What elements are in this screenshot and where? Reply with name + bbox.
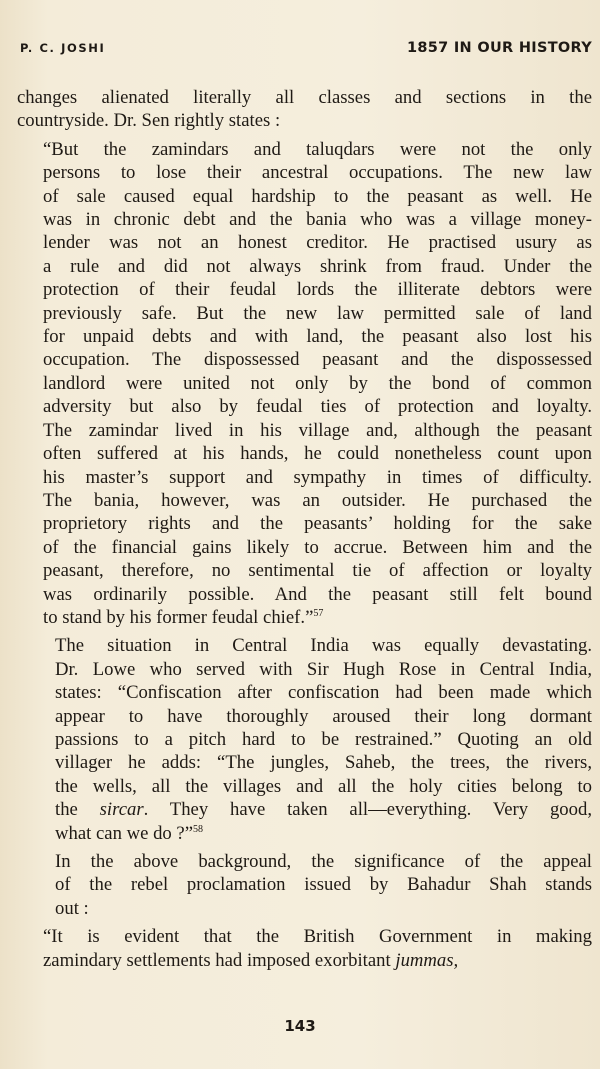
- text-line: often suffered at his hands, he could nonetheless count upon: [43, 443, 592, 465]
- text-line: previously safe. But the new law permitted sale of land: [43, 302, 592, 324]
- text-line: the sircar. They have taken all—everything. Very good,: [55, 799, 592, 821]
- text-line: of the financial gains likely to accrue. Between him and the: [43, 536, 592, 558]
- running-header: [20, 40, 592, 56]
- text-line: his master’s support and sympathy in times of difficulty.: [43, 466, 592, 488]
- text-line: was ordinarily possible. And the peasant still felt bound: [43, 583, 592, 605]
- text-line: protection of their feudal lords the illiterate debtors were: [43, 279, 592, 301]
- paragraph: [17, 634, 592, 845]
- italic-term: sircar: [99, 799, 144, 821]
- running-header-author: P. C. JOSHI: [20, 41, 106, 55]
- running-header-title: 1857 IN OUR HISTORY: [406, 40, 592, 56]
- text-line: the wells, all the villages and all the holy cities belong to: [55, 775, 592, 797]
- paragraph: [17, 925, 592, 972]
- paragraph: [17, 86, 592, 133]
- footnote-marker: 57: [313, 607, 324, 619]
- text-line: changes alienated literally all classes and sections in the: [17, 87, 592, 108]
- text-line: The bania, however, was an outsider. He purchased the: [43, 489, 592, 511]
- text-line: In the above background, the significance of the appeal: [55, 851, 592, 872]
- text-line: villager he adds: “The jungles, Saheb, the trees, the rivers,: [55, 752, 592, 774]
- text-line: passions to a pitch hard to be restrained.” Quoting an old: [55, 728, 592, 750]
- paragraph: [17, 850, 592, 920]
- text-line: lender was not an honest creditor. He practised usury as: [43, 232, 592, 254]
- text-line: for unpaid debts and with land, the peasant also lost his: [43, 326, 592, 348]
- text-line: “But the zamindars and taluqdars were not the only: [43, 138, 592, 160]
- text-line: countryside. Dr. Sen rightly states :: [17, 110, 281, 132]
- italic-term: jummas,: [395, 949, 459, 971]
- text-line: “It is evident that the British Government in making: [43, 926, 592, 948]
- footnote-marker: 58: [193, 823, 204, 835]
- text-line: of the rebel proclamation issued by Bahadur Shah stands: [55, 874, 592, 896]
- text-line: peasant, therefore, no sentimental tie of affection or loyalty: [43, 560, 592, 582]
- text-line: of sale caused equal hardship to the peasant as well. He: [43, 185, 592, 207]
- text-line: The zamindar lived in his village and, although the peasant: [43, 419, 592, 441]
- text-line: was in chronic debt and the bania who was a village money-: [43, 209, 592, 231]
- text-line: zamindary settlements had imposed exorbitant jummas,: [43, 949, 459, 971]
- text-line: The situation in Central India was equally devastating.: [55, 635, 592, 657]
- text-line: occupation. The dispossessed peasant and the dispossessed: [43, 349, 592, 371]
- text-line: out :: [55, 897, 89, 919]
- paragraph: [17, 138, 592, 630]
- text-line: persons to lose their ancestral occupations. The new law: [43, 162, 592, 184]
- text-line: a rule and did not always shrink from fraud. Under the: [43, 255, 592, 277]
- text-line: appear to have thoroughly aroused their long dormant: [55, 705, 592, 727]
- text-line: proprietory rights and the peasants’ holding for the sake: [43, 513, 592, 535]
- text-line: landlord were united not only by the bond of common: [43, 372, 592, 394]
- text-line: to stand by his former feudal chief.”$^{57}$: [43, 606, 324, 628]
- page-number: 143: [284, 1017, 316, 1035]
- text-line: Dr. Lowe who served with Sir Hugh Rose in Central India,: [55, 658, 592, 680]
- body-text: [17, 86, 592, 972]
- text-line: states: “Confiscation after confiscation had been made which: [55, 682, 592, 704]
- text-line: adversity but also by feudal ties of protection and loyalty.: [43, 396, 592, 418]
- text-line: what can we do ?”$^{58}$: [55, 822, 204, 844]
